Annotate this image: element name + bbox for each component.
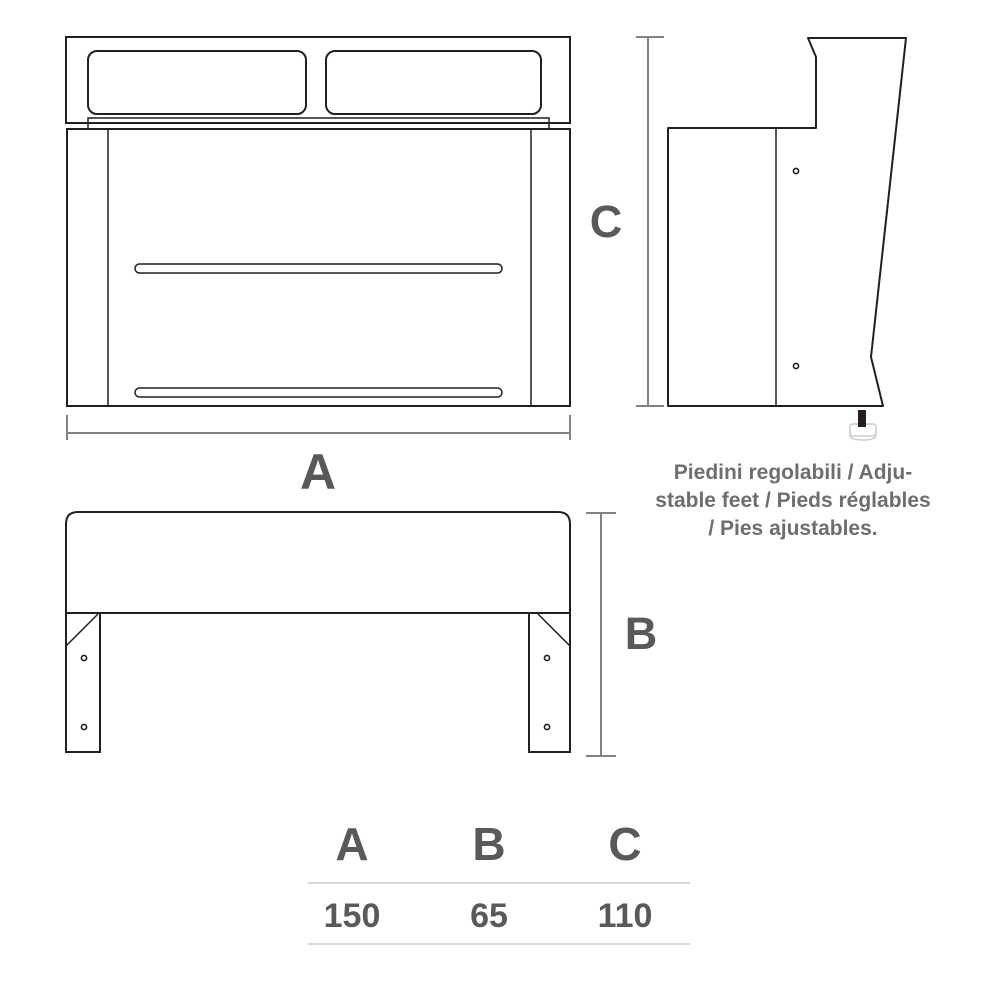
lower-cabinet-outline: [67, 129, 570, 406]
leg-left: [66, 613, 100, 752]
leg-right: [529, 613, 570, 752]
handle-slot-top: [135, 264, 502, 273]
table-header-c: C: [608, 818, 642, 870]
screw-hole: [81, 655, 86, 660]
slab-outline: [66, 512, 570, 613]
front-view: [66, 37, 570, 406]
screw-hole: [81, 724, 86, 729]
table-header-b: B: [472, 818, 506, 870]
brace-right: [538, 614, 570, 646]
brace-left: [66, 614, 98, 646]
table-header-a: A: [335, 818, 369, 870]
screw-hole: [544, 655, 549, 660]
note-line: Piedini regolabili / Adju-: [673, 461, 913, 484]
handle-slot-bottom: [135, 388, 502, 397]
note-line: / Pies ajustables.: [708, 517, 878, 540]
adjustable-feet-note: [633, 459, 953, 543]
dim-a-label: A: [299, 444, 337, 500]
dim-c-label: C: [589, 196, 623, 247]
hutch-outline: [66, 37, 570, 123]
table-value-a: 150: [323, 897, 381, 935]
screw-hole: [544, 724, 549, 729]
table-value-c: 110: [597, 897, 653, 935]
dim-b-label: B: [624, 608, 658, 659]
side-profile-outline: [668, 38, 906, 406]
foot-bolt: [858, 410, 866, 427]
drawer-left: [88, 51, 306, 114]
top-unit-view: [66, 512, 570, 752]
table-value-b: 65: [470, 897, 508, 935]
dimension-c: [636, 37, 664, 406]
note-line: stable feet / Pieds réglables: [655, 489, 931, 512]
side-view: [668, 38, 906, 440]
dimension-a: [67, 415, 570, 440]
drawer-right: [326, 51, 541, 114]
